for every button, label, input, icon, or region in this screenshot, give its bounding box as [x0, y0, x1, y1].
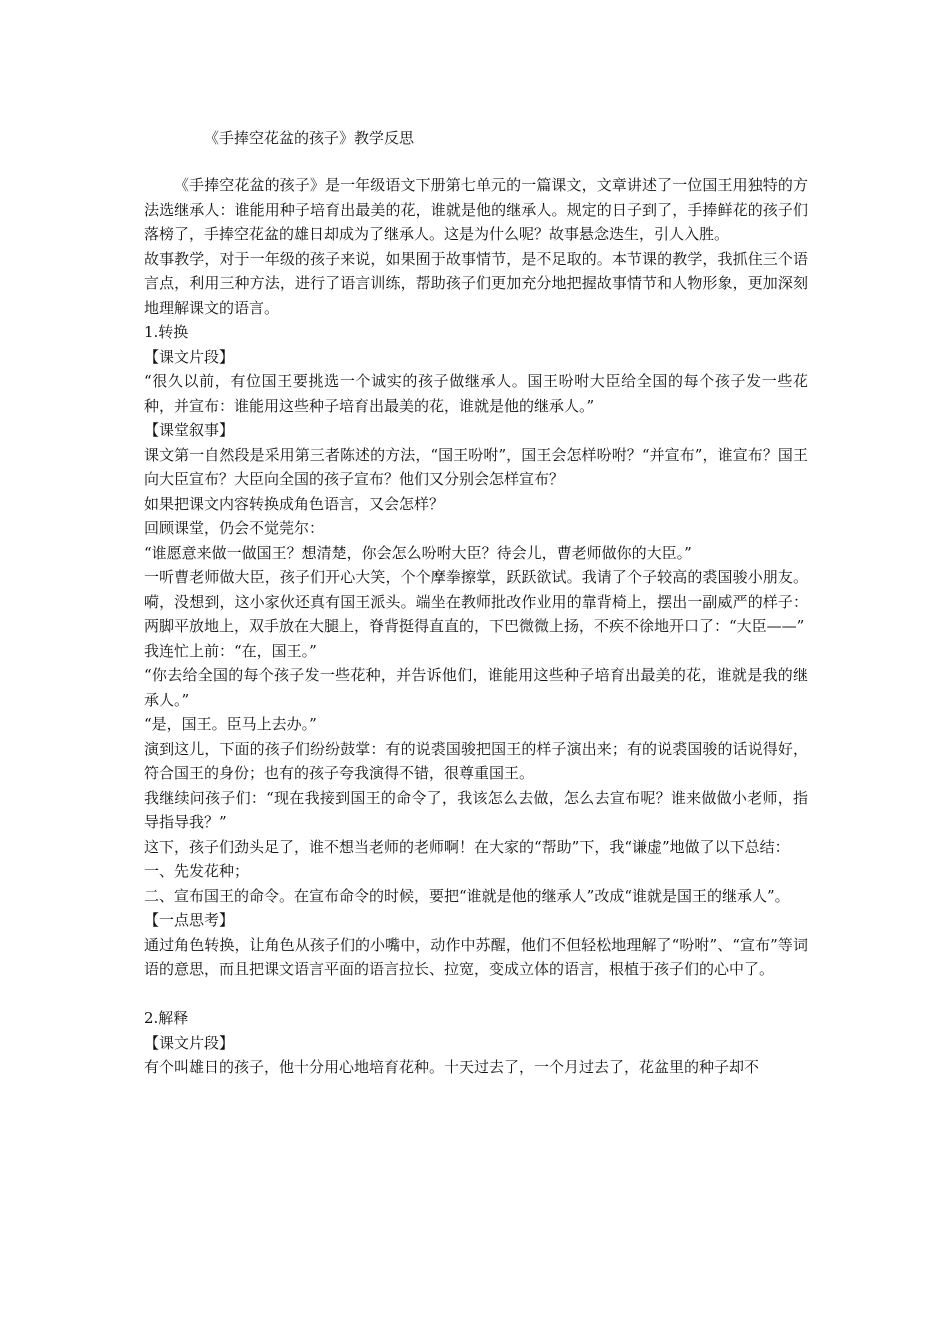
- paragraph: 演到这儿，下面的孩子们纷纷鼓掌：有的说裘国骏把国王的样子演出来；有的说裘国骏的话说得好，符合国王的身份；也有的孩子夸我演得不错，很尊重国王。: [144, 739, 808, 782]
- subsection-label: 【课文片段】: [144, 1033, 235, 1052]
- subsection-label: 【课堂叙事】: [144, 421, 235, 439]
- paragraph-intro: 《手捧空花盆的孩子》是一年级语文下册第七单元的一篇课文，文章讲述了一位国王用独特的方法选继承人：谁能用种子培育出最美的花，谁就是他的继承人。规定的日子到了，手捧鲜花的孩子们落榜了，手捧空花盆的雄日却成为了继承人。这是为什么呢？故事悬念迭生，引人入胜。: [144, 176, 808, 243]
- section-heading-1: 1.转换: [144, 323, 189, 341]
- subsection-label: 【课文片段】: [144, 347, 235, 366]
- paragraph: “你去给全国的每个孩子发一些花种，并告诉他们，谁能用这些种子培育出最美的花，谁就是我的继承人。”: [144, 666, 808, 709]
- document-body: [144, 173, 808, 1080]
- paragraph: 如果把课文内容转换成角色语言，又会怎样？: [144, 494, 445, 513]
- paragraph: 一听曹老师做大臣，孩子们开心大笑，个个摩拳擦掌，跃跃欲试。我请了个子较高的裘国骏小朋友。嗬，没想到，这小家伙还真有国王派头。端坐在教师批改作业用的靠背椅上，摆出一副威严的样子：两脚平放地上，双手放在大腿上，脊背挺得直直的，下巴微微上扬，不疾不徐地开口了：“大臣——”: [144, 568, 808, 635]
- paragraph: “很久以前，有位国王要挑选一个诚实的孩子做继承人。国王吩咐大臣给全国的每个孩子发一些花种，并宣布：谁能用这些种子培育出最美的花，谁就是他的继承人。”: [144, 372, 808, 415]
- list-item: 二、宣布国王的命令。在宣布命令的时候，要把“谁就是他的继承人”改成“谁就是国王的继承人”。: [144, 886, 790, 905]
- paragraph: 故事教学，对于一年级的孩子来说，如果囿于故事情节，是不足取的。本节课的教学，我抓住三个语言点，利用三种方法，进行了语言训练，帮助孩子们更加充分地把握故事情节和人物形象，更加深刻地理解课文的语言。: [144, 249, 808, 317]
- document-page: [144, 126, 808, 1080]
- paragraph: “谁愿意来做一做国王？想清楚，你会怎么吩咐大臣？待会儿，曹老师做你的大臣。”: [144, 543, 692, 562]
- section-heading-2: 2.解释: [144, 1009, 189, 1027]
- paragraph: 我继续问孩子们：“现在我接到国王的命令了，我该怎么去做，怎么去宣布呢？谁来做做小老师，指导指导我？”: [144, 788, 808, 831]
- paragraph: 通过角色转换，让角色从孩子们的小嘴中，动作中苏醒，他们不但轻松地理解了“吩咐”、“宣布”等词语的意思，而且把课文语言平面的语言拉长、拉宽，变成立体的语言，根植于孩子们的心中了。: [144, 935, 808, 978]
- paragraph: “是，国王。臣马上去办。”: [144, 715, 317, 733]
- paragraph: 有个叫雄日的孩子，他十分用心地培育花种。十天过去了，一个月过去了，花盆里的种子却不: [144, 1058, 760, 1076]
- paragraph: 我连忙上前：“在，国王。”: [144, 641, 317, 660]
- document-title: 《手捧空花盆的孩子》教学反思: [204, 129, 415, 147]
- paragraph: 回顾课堂，仍会不觉莞尔：: [144, 519, 325, 537]
- list-item: 一、先发花种；: [144, 862, 250, 880]
- paragraph: 这下，孩子们劲头足了，谁不想当老师的老师啊！在大家的“帮助”下，我“谦虚”地做了以下总结：: [144, 837, 790, 856]
- blank-line: [144, 982, 808, 1007]
- paragraph: 课文第一自然段是采用第三者陈述的方法，“国王吩咐”，国王会怎样吩咐？“并宣布”，谁宣布？国王向大臣宣布？大臣向全国的孩子宣布？他们又分别会怎样宣布？: [144, 445, 808, 488]
- subsection-label: 【一点思考】: [144, 911, 235, 929]
